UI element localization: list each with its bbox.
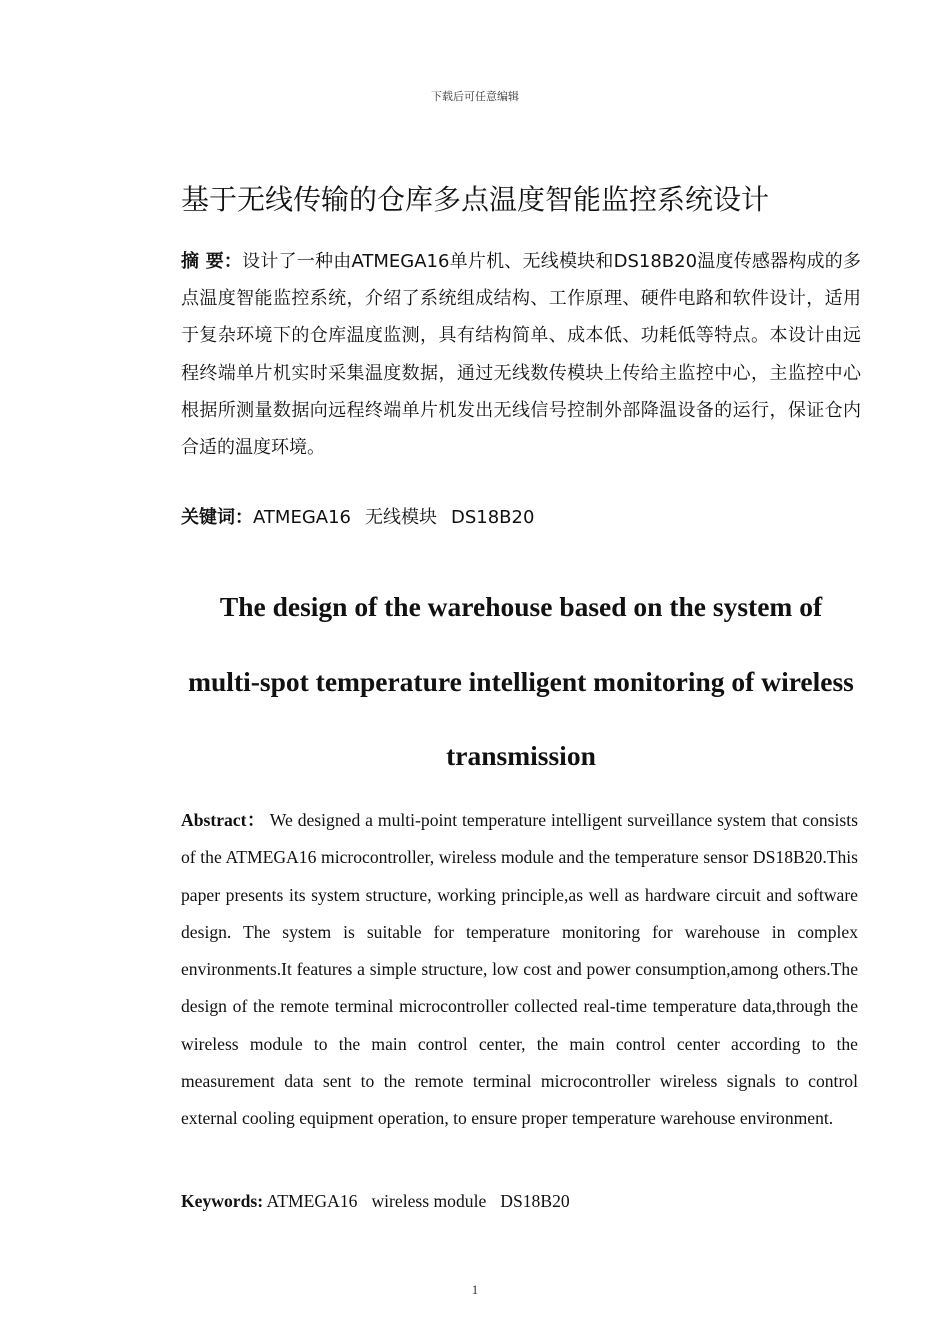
english-keywords-label: Keywords:	[181, 1191, 264, 1211]
header-note: 下载后可任意编辑	[431, 90, 519, 103]
chinese-abstract-label: 摘 要：	[181, 251, 243, 272]
english-keyword: DS18B20	[500, 1191, 570, 1211]
english-keyword: ATMEGA16	[266, 1191, 358, 1211]
english-abstract-text: We designed a multi-point temperature intelligent surveillance system that consists of the ATMEGA16 microcontroller, wireless module and the temperature sensor DS18B20.This paper presents its system structure, working principle,as well as hardware circuit and software design. The system is suitable for temperature monitoring for warehouse in complex environments.It features a simple structure, low cost and power consumption,among others.The design of the remote terminal microcontroller collected real-time temperature data,through the wireless module to the main control center, the main control center according to the measurement data sent to the remote terminal microcontroller wireless signals to control external cooling equipment operation, to ensure proper temperature warehouse environment.	[181, 810, 858, 1129]
english-title: The design of the warehouse based on the system of multi-spot temperature intelligent monitoring of wireless transmission	[188, 591, 854, 771]
english-keyword: wireless module	[371, 1191, 487, 1211]
chinese-keyword: ATMEGA16	[253, 507, 351, 528]
chinese-abstract-text: 设计了一种由ATMEGA16单片机、无线模块和DS18B20温度传感器构成的多点温度智能监控系统，介绍了系统组成结构、工作原理、硬件电路和软件设计，适用于复杂环境下的仓库温度监测，具有结构简单、成本低、功耗低等特点。本设计由远程终端单片机实时采集温度数据，通过无线数传模块上传给主监控中心，主监控中心根据所测量数据向远程终端单片机发出无线信号控制外部降温设备的运行，保证仓内合适的温度环境。	[181, 251, 861, 459]
chinese-keywords-label: 关键词：	[181, 507, 253, 528]
english-abstract	[181, 802, 858, 1138]
chinese-keyword: DS18B20	[450, 507, 535, 528]
page-number: 1	[471, 1282, 479, 1297]
english-abstract-label: Abstract：	[181, 810, 266, 830]
chinese-title: 基于无线传输的仓库多点温度智能监控系统设计	[180, 183, 769, 216]
english-keywords	[181, 1186, 861, 1216]
chinese-abstract	[181, 243, 861, 466]
chinese-keyword: 无线模块	[364, 507, 437, 528]
chinese-keywords	[181, 503, 861, 533]
